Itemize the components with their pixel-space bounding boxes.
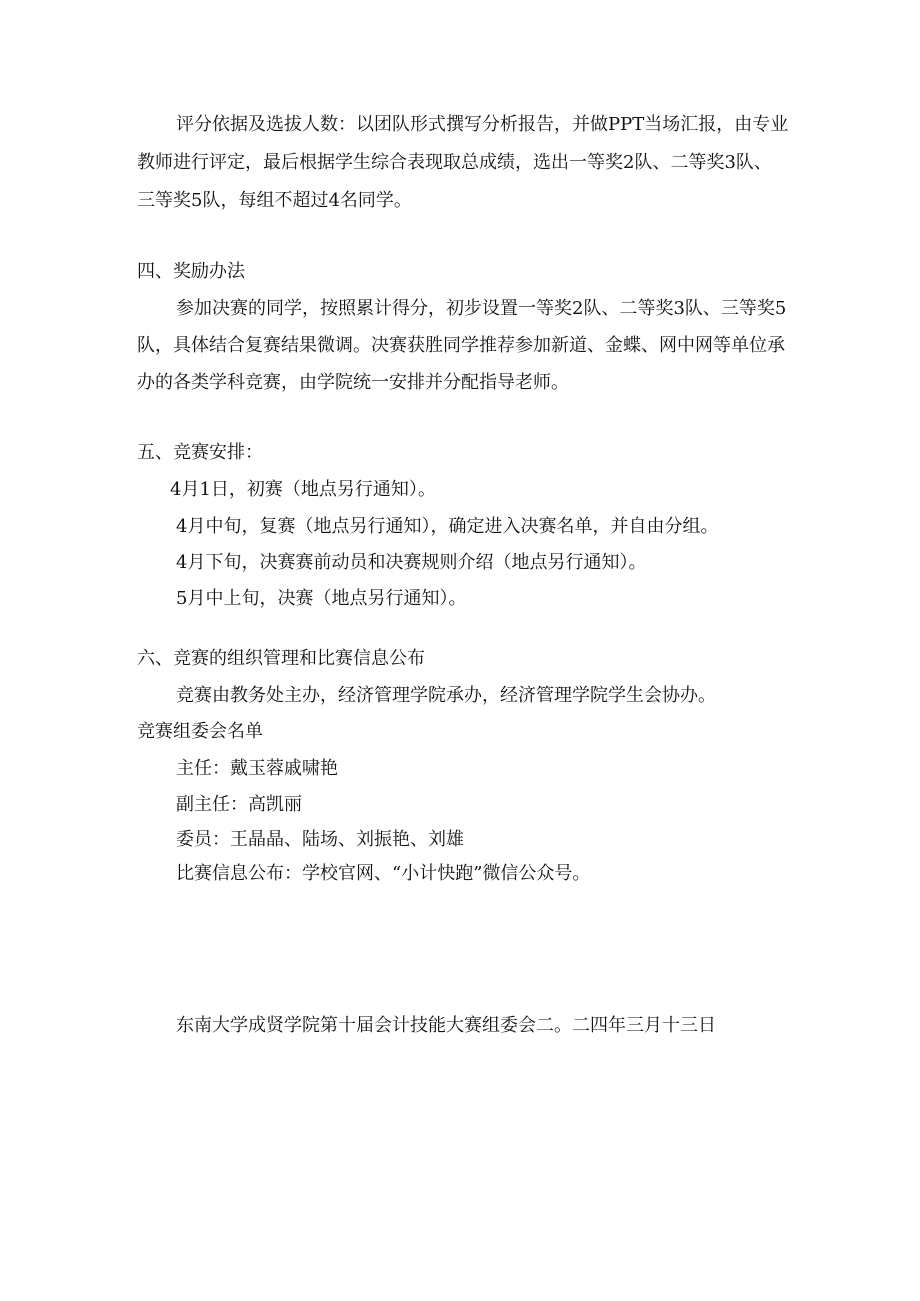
signature-line: 东南大学成贤学院第十届会计技能大赛组委会二。二四年三月十三日 bbox=[176, 1015, 716, 1036]
rewards-line-1: 参加决赛的同学，按照累计得分，初步设置一等奖2队、二等奖3队、三等奖5 bbox=[176, 298, 787, 319]
committee-members: 委员：王晶晶、陆场、刘振艳、刘雄 bbox=[176, 829, 464, 850]
rewards-heading: 四、奖励办法 bbox=[137, 261, 245, 282]
rewards-line-2: 队，具体结合复赛结果微调。决赛获胜同学推荐参加新道、金蝶、网中网等单位承 bbox=[137, 335, 785, 356]
organization-line-1: 竞赛由教务处主办，经济管理学院承办，经济管理学院学生会协办。 bbox=[176, 685, 716, 706]
scoring-line-1: 评分依据及选拔人数：以团队形式撰写分析报告，并做PPT当场汇报，由专业 bbox=[176, 114, 789, 135]
scoring-line-3: 三等奖5队，每组不超过4名同学。 bbox=[137, 190, 412, 211]
schedule-heading: 五、竞赛安排： bbox=[137, 442, 263, 463]
info-publish: 比赛信息公布：学校官网、“小计快跑”微信公众号。 bbox=[176, 863, 591, 884]
schedule-item-1: 4月1日，初赛（地点另行通知）。 bbox=[170, 479, 436, 500]
committee-title: 竞赛组委会名单 bbox=[137, 721, 263, 742]
schedule-item-2: 4月中旬，复赛（地点另行通知），确定进入决赛名单，并自由分组。 bbox=[176, 516, 719, 537]
schedule-item-3: 4月下旬，决赛赛前动员和决赛规则介绍（地点另行通知）。 bbox=[176, 552, 647, 573]
scoring-line-2: 教师进行评定，最后根据学生综合表现取总成绩，选出一等奖2队、二等奖3队、 bbox=[137, 152, 772, 173]
schedule-item-4: 5月中上旬，决赛（地点另行通知）。 bbox=[176, 588, 467, 609]
committee-director: 主任：戴玉蓉戚啸艳 bbox=[176, 758, 338, 779]
organization-heading: 六、竞赛的组织管理和比赛信息公布 bbox=[137, 648, 425, 669]
committee-deputy-director: 副主任：高凯丽 bbox=[176, 794, 302, 815]
rewards-line-3: 办的各类学科竞赛，由学院统一安排并分配指导老师。 bbox=[137, 372, 569, 393]
